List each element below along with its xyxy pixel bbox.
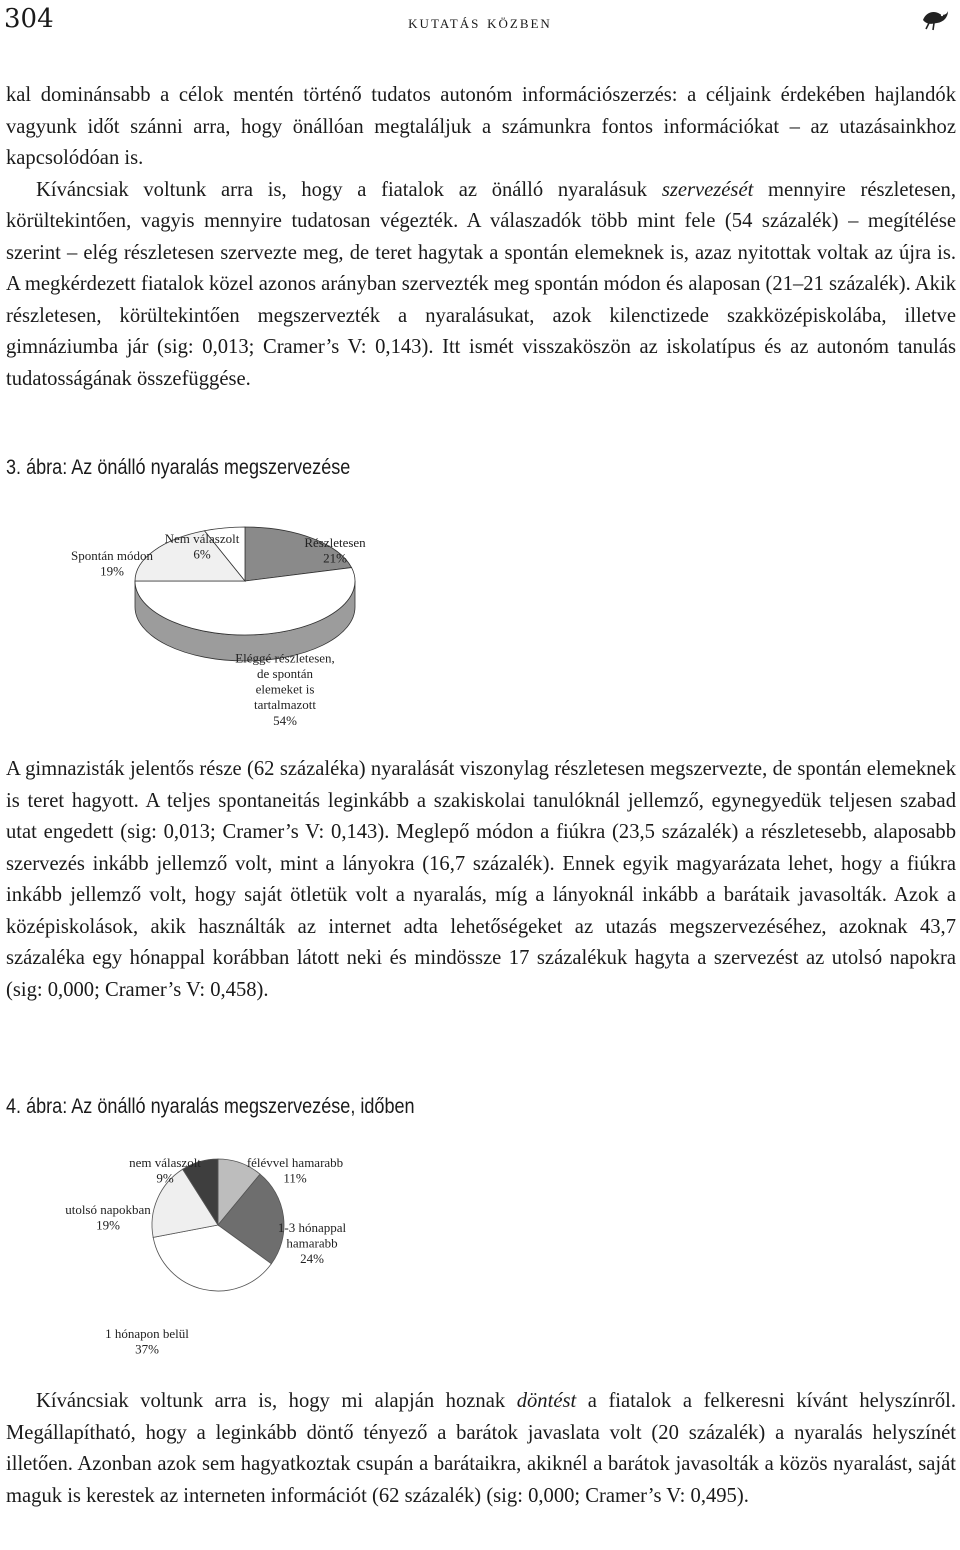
paragraph-text: a fiatalok a felkeresni kívánt helyszínről. Megállapítható, hogy a leginkább döntő tényező a barátok javaslata volt (20 százalék) a nyaralás helyszínét illetően. Azonban azok sem hagyatkoztak csupán a barátaikra, akiknél a barátok javasolták a közös nyaralást, saját maguk is kerestek az interneten információt (62 százalék) (sig: 0,000; Cramer’s V: 0,495). [6,1390,956,1507]
emphasis-text: döntést [516,1390,577,1412]
pie-label-1: félévvel hamarabb 11% [246,1154,344,1186]
running-title: kutatás közben [408,12,552,33]
paragraph-text: Kíváncsiak voltunk arra is, hogy mi alapján hoznak [36,1390,517,1412]
figure-3-pie-chart [0,515,960,745]
pie-label-3: 1 hónapon belül 37% [105,1325,189,1357]
pie-label-1: Részletesen 21% [304,534,366,566]
figure-4-pie-chart [0,1145,960,1365]
bird-ornament-icon [920,6,950,32]
figure-4-caption: 4. ábra: Az önálló nyaralás megszervezése, időben [6,1095,415,1118]
body-text-bottom [6,1386,956,1512]
paragraph-continuation: kal dominánsabb a célok mentén történő tudatos autonóm információszerzés: a céljaink érdekében hajlandók vagyunk időt szánni arra, hogy önállóan megtaláljuk a számunkra fontos információkat – az utazásainkhoz kapcsolódóan is. [6,84,956,169]
pie-label-5: nem válaszolt 9% [129,1154,201,1186]
body-text-top [6,80,956,395]
emphasis-text: szervezését [661,178,754,201]
paragraph-decision [6,1386,956,1512]
body-text-middle [6,754,956,1006]
page-header [4,4,956,40]
pie-label-4: Nem válaszolt 6% [164,530,240,562]
page-number: 304 [4,4,54,34]
pie-label-2: 1-3 hónappal hamarabb 24% [277,1219,347,1267]
paragraph-gymnasium: A gimnazisták jelentős része (62 százaléka) nyaralását viszonylag részletesen megszervezte, de spontán elemeknek is teret hagyott. A teljes spontaneitás leginkább a szakiskolai tanulóknál jellemző, egynegyedük teljesen szabad utat engedett (sig: 0,013; Cramer’s V: 0,143). Meglepő módon a fiúkra (23,5 százalék) a részletesebb, alaposabb szervezés inkább jellemző volt, mint a lányokra (16,7 százalék). Ennek egyik magyarázata lehet, hogy a fiúkra inkább jellemző volt, hogy saját ötletük volt a nyaralás, míg a lányoknál inkább a barátaik javasolták. Azok a középiskolások, akik használták az internet adta lehetőségeket az utazás megszervezéséhez, azoknak 43,7 százaléka egy hónappal korábban látott neki és mindössze 17 százalékuk hagyta a szervezést az utolsó napokra (sig: 0,000; Cramer’s V: 0,458). [6,758,956,1001]
paragraph-text: Kíváncsiak voltunk arra is, hogy a fiatalok az önálló nyaralásuk [36,178,662,201]
paragraph-organization [6,175,956,396]
pie-label-2: Eléggé részletesen, de spontán elemeket is tartalmazott 54% [235,650,335,728]
pie-label-4: utolsó napokban 19% [65,1201,151,1233]
figure-3-caption: 3. ábra: Az önálló nyaralás megszervezése [6,456,351,479]
pie-label-3: Spontán módon 19% [71,547,153,579]
paragraph-text: mennyire részletesen, körültekintően, vagyis mennyire tudatosan végezték. A válaszadók több mint fele (54 százalék) – megítélése szerint – elég részletesen szervezte meg, de teret hagytak a spontán elemeknek is, azaz nyitottak voltak az újra is. A megkérdezett fiatalok közel azonos arányban szervezték meg spontán módon és alaposan (21–21 százalék). Akik részletesen, körültekintően megszervezték a nyaralásukat, azok kilenctizede szakközépiskolába, illetve gimnáziumba jár (sig: 0,013; Cramer’s V: 0,143). Itt ismét visszaköszön az iskolatípus és az autonóm tanulás tudatosságának összefüggése. [6,178,956,390]
